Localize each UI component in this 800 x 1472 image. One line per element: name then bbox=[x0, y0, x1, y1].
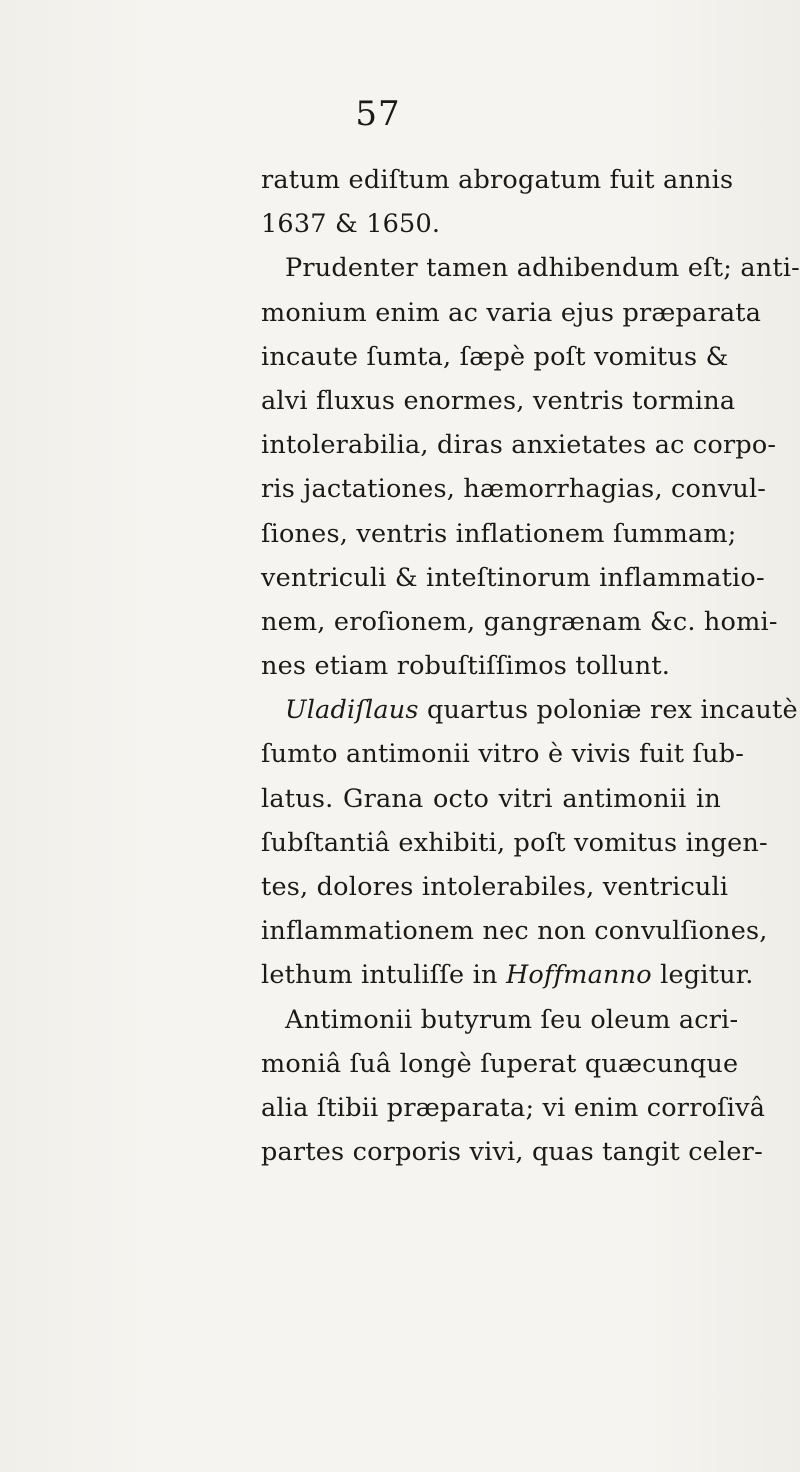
text-line bbox=[261, 600, 778, 644]
line-text: Prudenter tamen adhibendum eſt; anti- bbox=[285, 253, 800, 284]
text-line bbox=[261, 998, 739, 1042]
line-text: alvi fluxus enormes, ventris tormina bbox=[261, 385, 736, 416]
text-line bbox=[261, 777, 721, 821]
line-text: tes, dolores intolerabiles, ventriculi bbox=[261, 872, 729, 902]
text-line bbox=[261, 644, 721, 688]
line-text: nes etiam robuſtiſſimos tollunt. bbox=[261, 651, 671, 682]
text-line bbox=[261, 202, 721, 246]
line-text: ventriculi & inteſtinorum inflammatio- bbox=[261, 562, 765, 593]
text-line bbox=[261, 291, 762, 335]
line-text: ris jactationes, hæmorrhagias, convul- bbox=[261, 474, 767, 505]
text-line bbox=[261, 556, 765, 600]
text-line bbox=[261, 335, 729, 379]
text-line bbox=[261, 909, 768, 953]
line-text: monium enim ac varia ejus præparata bbox=[261, 297, 762, 328]
line-text: partes corporis vivi, quas tangit celer- bbox=[261, 1137, 763, 1168]
line-text: 1637 & 1650. bbox=[261, 209, 441, 240]
line-text: moniâ ſuâ longè ſuperat quæcunque bbox=[261, 1048, 739, 1079]
italic-name: Hoffmanno bbox=[505, 960, 652, 991]
line-text-rest: quartus poloniæ rex incautè bbox=[418, 695, 798, 726]
body-text bbox=[261, 158, 800, 1174]
text-line bbox=[261, 379, 736, 423]
line-text: ſiones, ventris inflationem ſummam; bbox=[261, 518, 737, 549]
text-line bbox=[261, 732, 745, 776]
text-line bbox=[261, 467, 767, 511]
line-text: inflammationem nec non convulſiones, bbox=[261, 916, 768, 947]
line-text: incaute ſumta, ſæpè poſt vomitus & bbox=[261, 341, 729, 372]
line-text-pre: lethum intuliſſe in bbox=[261, 960, 506, 991]
line-text: ſumto antimonii vitro è vivis fuit ſub- bbox=[261, 739, 745, 770]
line-text: latus. Grana octo vitri antimonii in bbox=[261, 783, 721, 814]
text-line bbox=[261, 423, 777, 467]
text-line bbox=[261, 865, 729, 909]
italic-name: Uladiſlaus bbox=[285, 695, 419, 726]
text-line bbox=[261, 953, 754, 997]
text-line bbox=[261, 512, 737, 556]
text-line bbox=[261, 246, 800, 290]
line-text: nem, eroſionem, gangrænam &c. homi- bbox=[261, 606, 778, 637]
line-text: ratum ediſtum abrogatum fuit annis bbox=[261, 165, 734, 195]
line-text: intolerabilia, diras anxietates ac corpo- bbox=[261, 430, 777, 461]
text-line bbox=[261, 821, 768, 865]
line-text: alia ſtibii præparata; vi enim corroſivâ bbox=[261, 1092, 766, 1123]
text-line bbox=[261, 158, 734, 202]
page-number: 57 bbox=[355, 94, 401, 134]
line-text-rest: legitur. bbox=[651, 960, 754, 991]
text-line bbox=[261, 1130, 763, 1174]
line-text: ſubſtantiâ exhibiti, poſt vomitus ingen- bbox=[261, 827, 768, 858]
text-line bbox=[261, 688, 798, 732]
line-text: Antimonii butyrum ſeu oleum acri- bbox=[285, 1004, 739, 1035]
text-line bbox=[261, 1086, 766, 1130]
text-line bbox=[261, 1042, 739, 1086]
